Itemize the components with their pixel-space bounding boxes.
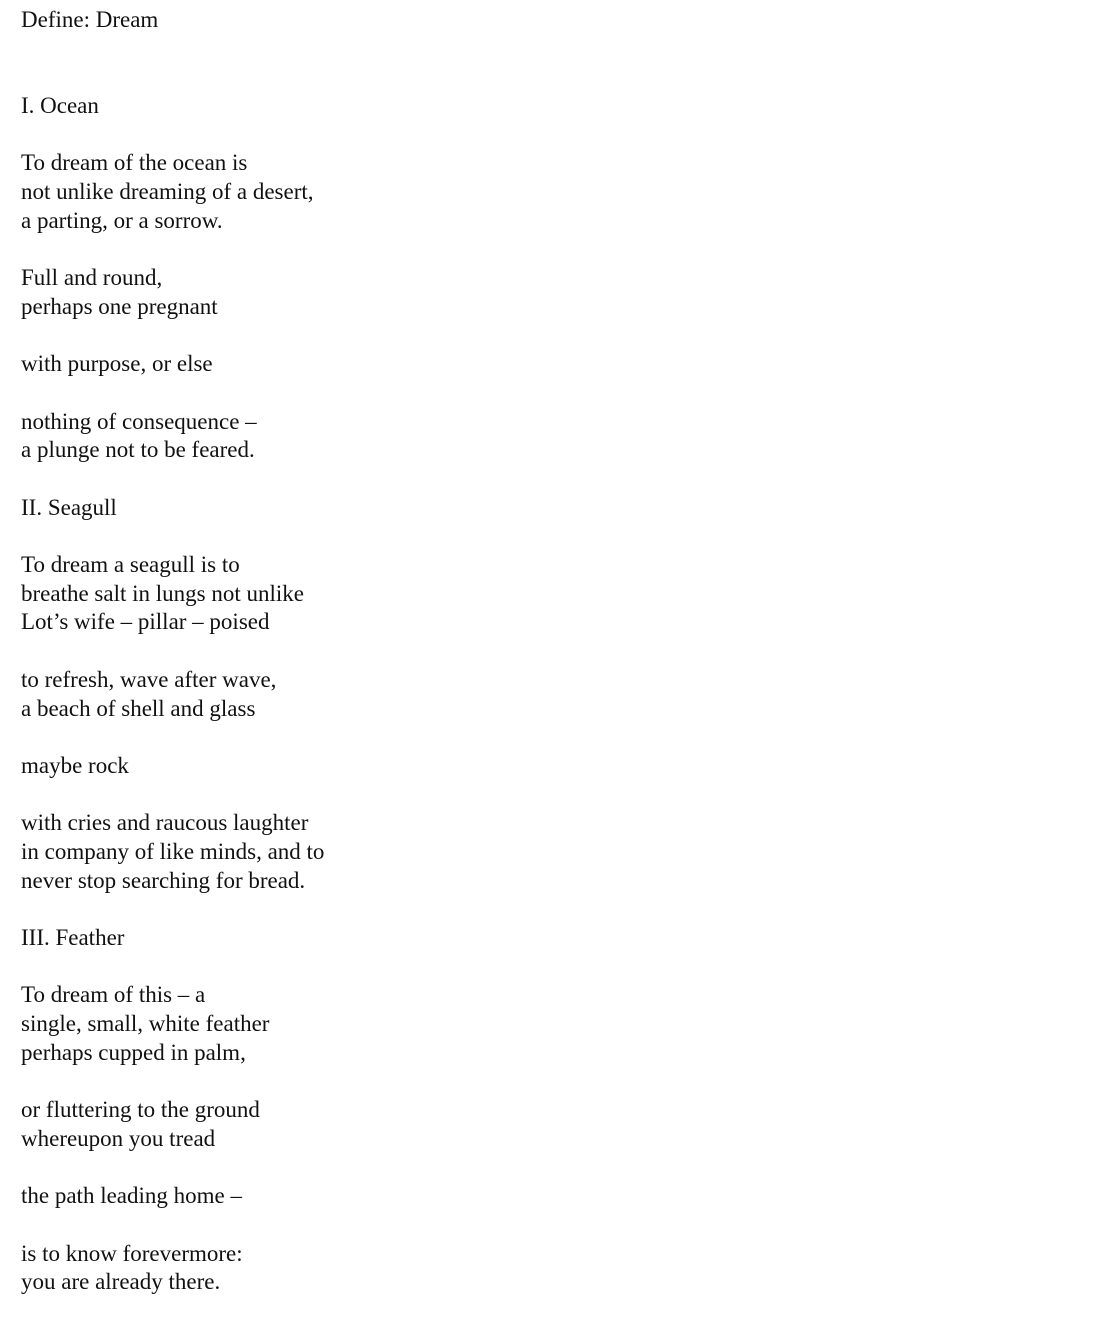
poem-line: in company of like minds, and to	[21, 838, 325, 864]
poem-line: Lot’s wife – pillar – poised	[21, 609, 270, 635]
stanza	[21, 1240, 1021, 1297]
poem-line: To dream a seagull is to	[21, 552, 240, 578]
section-seagull	[21, 494, 1021, 924]
stanza	[21, 408, 1021, 465]
spacer	[21, 35, 1021, 92]
poem-title: Define: Dream	[21, 7, 159, 32]
poem-line: to refresh, wave after wave,	[21, 666, 277, 692]
poem-line: breathe salt in lungs not unlike	[21, 580, 304, 606]
section-ocean	[21, 92, 1021, 494]
poem-line: a plunge not to be feared.	[21, 437, 255, 463]
poem-line: single, small, white feather	[21, 1011, 270, 1037]
stanza	[21, 1182, 1021, 1211]
stanza	[21, 752, 1021, 781]
stanza	[21, 1096, 1021, 1153]
poem-line: you are already there.	[21, 1269, 221, 1295]
poem-line: perhaps one pregnant	[21, 293, 218, 319]
section-heading: II. Seagull	[21, 494, 117, 520]
poem-line: is to know forevermore:	[21, 1240, 243, 1266]
poem-line: Full and round,	[21, 265, 163, 291]
poem-line: a beach of shell and glass	[21, 695, 256, 721]
poem-line: To dream of this – a	[21, 982, 206, 1008]
poem-page	[21, 6, 1021, 1297]
poem-line: a parting, or a sorrow.	[21, 207, 223, 233]
poem-line: maybe rock	[21, 752, 129, 778]
stanza	[21, 666, 1021, 723]
poem-line: with cries and raucous laughter	[21, 810, 309, 836]
stanza	[21, 149, 1021, 235]
section-heading: III. Feather	[21, 925, 125, 951]
poem-line: never stop searching for bread.	[21, 867, 306, 893]
stanza	[21, 551, 1021, 637]
stanza	[21, 981, 1021, 1067]
poem-line: To dream of the ocean is	[21, 150, 248, 176]
poem-line: not unlike dreaming of a desert,	[21, 179, 314, 205]
poem-line: whereupon you tread	[21, 1125, 216, 1151]
section-heading: I. Ocean	[21, 93, 99, 119]
poem-line: perhaps cupped in palm,	[21, 1039, 246, 1065]
poem-line: with purpose, or else	[21, 351, 213, 377]
section-feather	[21, 924, 1021, 1297]
stanza	[21, 809, 1021, 895]
poem-line: or fluttering to the ground	[21, 1097, 260, 1123]
stanza	[21, 264, 1021, 321]
poem-line: the path leading home –	[21, 1183, 242, 1209]
stanza	[21, 350, 1021, 379]
poem-line: nothing of consequence –	[21, 408, 257, 434]
